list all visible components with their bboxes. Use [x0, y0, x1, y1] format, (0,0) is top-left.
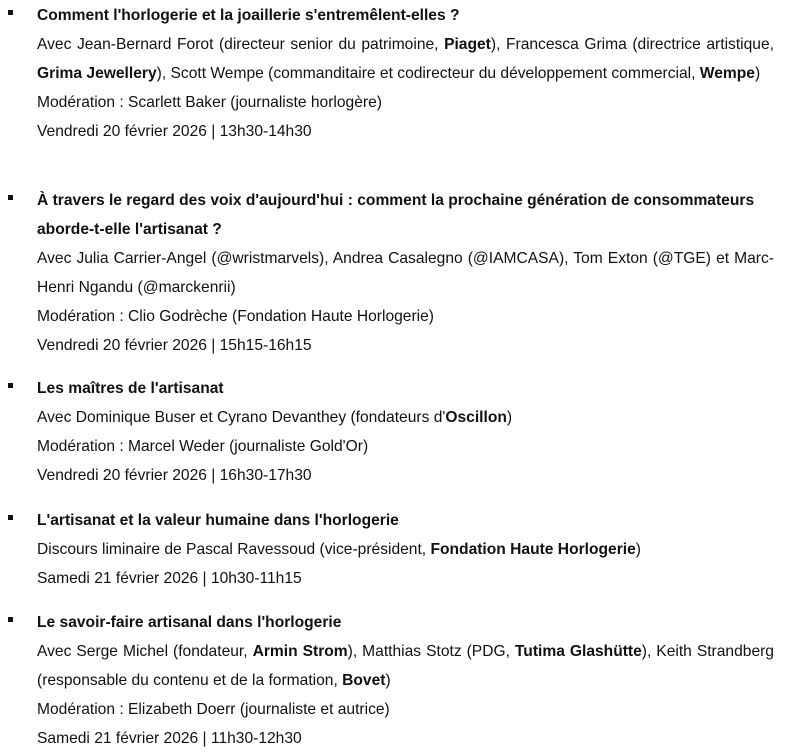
bullet-icon [8, 383, 13, 388]
session-title: L'artisanat et la valeur humaine dans l'horlogerie [37, 512, 399, 529]
session-title: Comment l'horlogerie et la joaillerie s'entremêlent-elles ? [37, 7, 460, 24]
bullet-icon [8, 10, 13, 15]
org-name: Wempe [699, 65, 755, 82]
session-item [0, 608, 792, 753]
session-participants: Avec Julia Carrier-Angel (@wristmarvels), Andrea Casalegno (@IAMCASA), Tom Exton (@TGE) et Marc-Henri Ngandu (@marckenrii) [37, 250, 774, 296]
org-name: Piaget [444, 36, 491, 53]
org-name: Bovet [342, 672, 386, 689]
session-item [0, 374, 792, 490]
bullet-icon [8, 617, 13, 622]
session-item [0, 506, 792, 593]
org-name: Grima Jewellery [37, 65, 157, 82]
session-title: Les maîtres de l'artisanat [37, 380, 224, 397]
bullet-icon [8, 515, 13, 520]
session-participants: Avec Serge Michel (fondateur, Armin Strom), Matthias Stotz (PDG, Tutima Glashütte), Keith Strandberg (responsable du contenu et de la formation, Bovet) [37, 643, 774, 689]
session-participants: Avec Jean-Bernard Forot (directeur senior du patrimoine, Piaget), Francesca Grima (directrice artistique, Grima Jewellery), Scott Wempe (commanditaire et codirecteur du développement commercial, Wempe) [37, 36, 774, 82]
session-datetime: Vendredi 20 février 2026 | 13h30-14h30 [37, 123, 312, 140]
session-moderation: Modération : Elizabeth Doerr (journaliste et autrice) [37, 701, 390, 718]
session-datetime: Samedi 21 février 2026 | 10h30-11h15 [37, 570, 302, 587]
session-datetime: Vendredi 20 février 2026 | 16h30-17h30 [37, 467, 312, 484]
session-title: Le savoir-faire artisanal dans l'horlogerie [37, 614, 342, 631]
org-name: Oscillon [445, 409, 507, 426]
session-item [0, 186, 792, 360]
session-moderation: Modération : Clio Godrèche (Fondation Haute Horlogerie) [37, 308, 434, 325]
org-name: Tutima Glashütte [514, 643, 642, 660]
bullet-icon [8, 195, 13, 200]
session-item [0, 1, 792, 146]
session-datetime: Vendredi 20 février 2026 | 15h15-16h15 [37, 337, 312, 354]
session-participants: Discours liminaire de Pascal Ravessoud (vice-président, Fondation Haute Horlogerie) [37, 541, 641, 558]
session-datetime: Samedi 21 février 2026 | 11h30-12h30 [37, 730, 302, 747]
org-name: Armin Strom [252, 643, 348, 660]
session-moderation: Modération : Scarlett Baker (journaliste horlogère) [37, 94, 382, 111]
session-participants: Avec Dominique Buser et Cyrano Devanthey (fondateurs d'Oscillon) [37, 409, 513, 426]
org-name: Fondation Haute Horlogerie [430, 541, 636, 558]
session-moderation: Modération : Marcel Weder (journaliste Gold'Or) [37, 438, 369, 455]
session-title: À travers le regard des voix d'aujourd'hui : comment la prochaine génération de consommateurs aborde-t-elle l'artisanat ? [37, 192, 755, 238]
